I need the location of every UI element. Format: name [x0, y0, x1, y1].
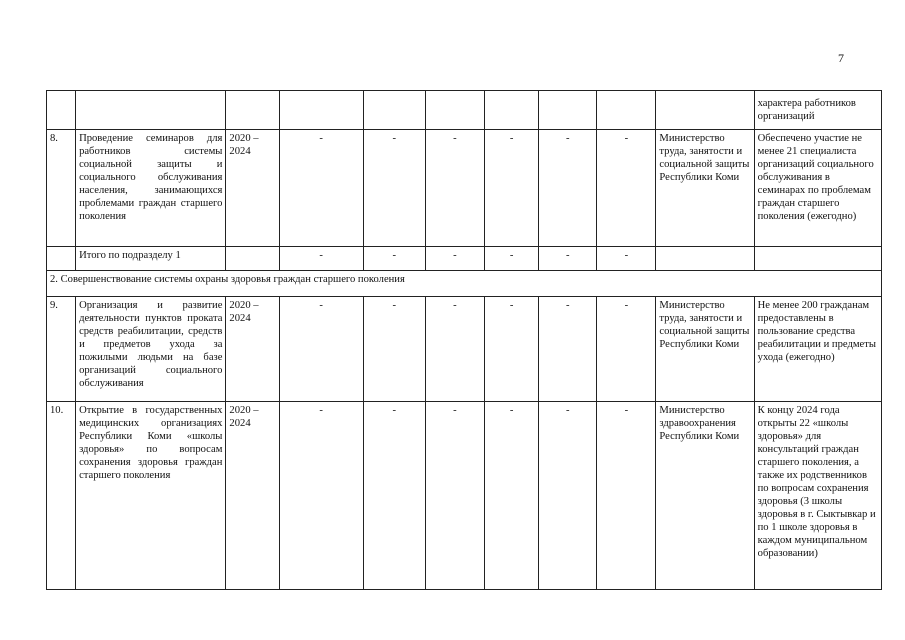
value-cell: -: [539, 402, 597, 590]
value-cell: -: [597, 247, 656, 271]
executor-cell: Министерство труда, занятости и социальной защиты Республики Коми: [656, 130, 754, 247]
value-cell: -: [363, 297, 425, 402]
result-cell: Обеспечено участие не менее 21 специалиста организаций социального обслуживания в семинарах по проблемам граждан старшего поколения (ежегодно): [754, 130, 881, 247]
result-cell: Не менее 200 гражданам предоставлены в пользование средства реабилитации и предметы ухода (ежегодно): [754, 297, 881, 402]
table-row-8: [47, 130, 882, 247]
cell-empty: [539, 91, 597, 130]
value-cell: -: [279, 247, 363, 271]
subtotal-label: Итого по подразделу 1: [76, 247, 226, 271]
value-cell: -: [485, 402, 539, 590]
value-cell: -: [539, 247, 597, 271]
value-cell: -: [485, 297, 539, 402]
result-cell: К концу 2024 года открыты 22 «школы здоровья» для консультаций граждан старшего поколения, а также их родственников по вопросам сохранения здоровья (3 школы здоровья в г. Сыктывкар и по 1 школе здоровья в каждом муниципальном образовании): [754, 402, 881, 590]
activity-cell: Организация и развитие деятельности пунктов проката средств реабилитации, средств и предметов ухода за пожилыми людьми на базе организаций социального обслуживания: [76, 297, 226, 402]
value-cell: -: [539, 130, 597, 247]
value-cell: -: [425, 297, 484, 402]
activity-cell: Проведение семинаров для работников системы социальной защиты и социального обслуживания населения, занимающихся проблемами граждан старшего поколения: [76, 130, 226, 247]
cell-empty: [656, 247, 754, 271]
cell-empty: [363, 91, 425, 130]
value-cell: -: [425, 130, 484, 247]
table-row-section-heading: [47, 271, 882, 297]
table-row-continuation: [47, 91, 882, 130]
cell-empty: [226, 247, 279, 271]
period-cell: 2020 – 2024: [226, 297, 279, 402]
value-cell: -: [485, 247, 539, 271]
table-row-10: [47, 402, 882, 590]
cell-empty: [47, 91, 76, 130]
executor-cell: Министерство здравоохранения Республики Коми: [656, 402, 754, 590]
period-cell: 2020 – 2024: [226, 130, 279, 247]
value-cell: -: [485, 130, 539, 247]
cell-empty: [656, 91, 754, 130]
row-number: 10.: [47, 402, 76, 590]
value-cell: -: [425, 247, 484, 271]
cell-empty: [76, 91, 226, 130]
executor-cell: Министерство труда, занятости и социальной защиты Республики Коми: [656, 297, 754, 402]
row-number: 8.: [47, 130, 76, 247]
value-cell: -: [279, 297, 363, 402]
value-cell: -: [279, 130, 363, 247]
page-number: 7: [838, 51, 844, 65]
value-cell: -: [425, 402, 484, 590]
result-cell: характера работников организаций: [754, 91, 881, 130]
value-cell: -: [597, 297, 656, 402]
table-row-9: [47, 297, 882, 402]
row-number: 9.: [47, 297, 76, 402]
cell-empty: [279, 91, 363, 130]
cell-empty: [754, 247, 881, 271]
cell-empty: [47, 247, 76, 271]
value-cell: -: [597, 402, 656, 590]
activity-cell: Открытие в государственных медицинских организациях Республики Коми «школы здоровья» по вопросам сохранения здоровья граждан старшего поколения: [76, 402, 226, 590]
value-cell: -: [363, 247, 425, 271]
cell-empty: [597, 91, 656, 130]
cell-empty: [485, 91, 539, 130]
value-cell: -: [597, 130, 656, 247]
cell-empty: [226, 91, 279, 130]
cell-empty: [425, 91, 484, 130]
value-cell: -: [363, 130, 425, 247]
value-cell: -: [279, 402, 363, 590]
section-title: 2. Совершенствование системы охраны здоровья граждан старшего поколения: [47, 271, 882, 297]
table-row-subtotal: [47, 247, 882, 271]
value-cell: -: [539, 297, 597, 402]
period-cell: 2020 – 2024: [226, 402, 279, 590]
measures-table: [46, 90, 882, 590]
value-cell: -: [363, 402, 425, 590]
